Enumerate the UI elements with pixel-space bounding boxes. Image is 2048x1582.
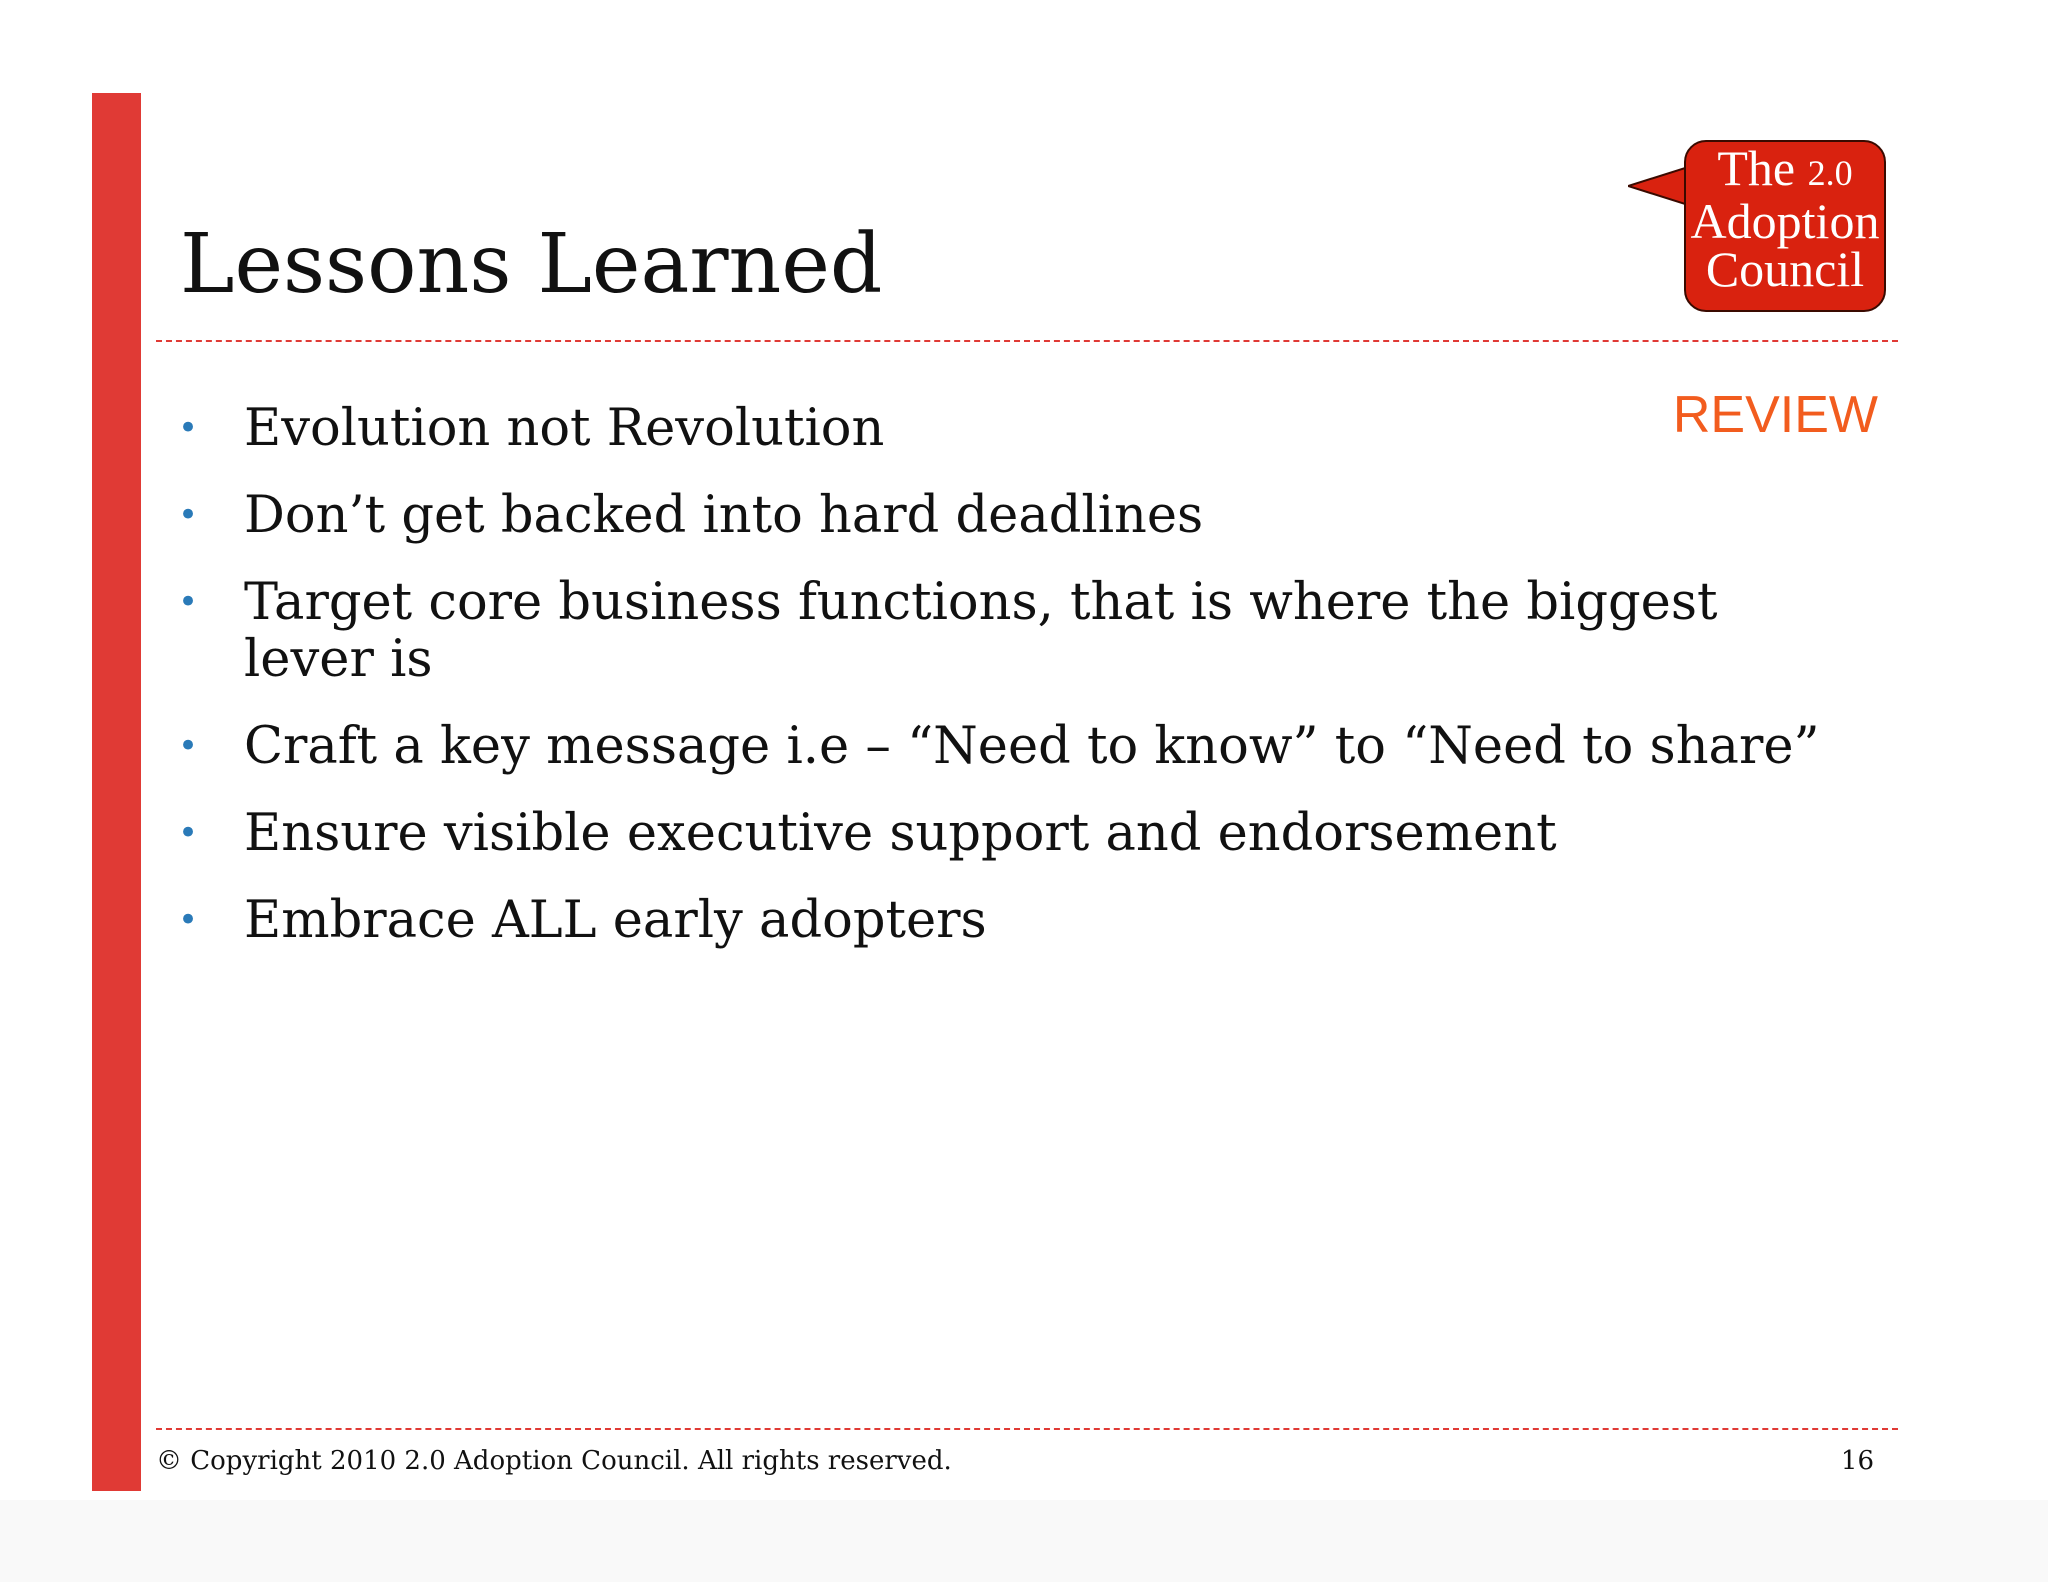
bullet-text: Evolution not Revolution — [244, 399, 885, 458]
logo-word-council: Council — [1705, 241, 1865, 297]
council-logo — [1628, 138, 1890, 318]
bullet-item — [176, 805, 1836, 862]
bullet-text: Don’t get backed into hard deadlines — [244, 486, 1204, 545]
logo-text — [1684, 140, 1886, 297]
bullet-dot-icon: • — [178, 408, 199, 448]
bullet-dot-icon: • — [178, 495, 199, 535]
bullet-text: Ensure visible executive support and endorsement — [244, 804, 1557, 863]
footer-copyright: © Copyright 2010 2.0 Adoption Council. All rights reserved. — [156, 1446, 952, 1476]
logo-version: 2.0 — [1807, 153, 1853, 193]
bullet-dot-icon: • — [178, 813, 199, 853]
page-number: 16 — [1840, 1446, 1874, 1476]
bullet-dot-icon: • — [178, 900, 199, 940]
review-label: REVIEW — [1672, 386, 1878, 444]
bullet-text: Craft a key message i.e – “Need to know” to “Need to share” — [244, 717, 1820, 776]
logo-word-adoption: Adoption — [1690, 193, 1880, 249]
bullet-dot-icon: • — [178, 582, 199, 622]
bullet-item — [176, 400, 1836, 457]
title-divider — [156, 340, 1898, 342]
bullet-item — [176, 718, 1836, 775]
bullet-dot-icon: • — [178, 726, 199, 766]
bullet-item — [176, 574, 1836, 688]
logo-word-the: The — [1717, 140, 1796, 196]
footer-divider — [156, 1428, 1898, 1430]
bullet-list — [176, 400, 1836, 979]
bullet-item — [176, 892, 1836, 949]
left-accent-bar — [92, 93, 141, 1491]
slide-title: Lessons Learned — [180, 217, 883, 312]
bullet-item — [176, 487, 1836, 544]
bullet-text: Embrace ALL early adopters — [244, 891, 987, 950]
slide-bottom-band — [0, 1500, 2048, 1582]
bullet-text: Target core business functions, that is where the biggest lever is — [244, 573, 1718, 689]
